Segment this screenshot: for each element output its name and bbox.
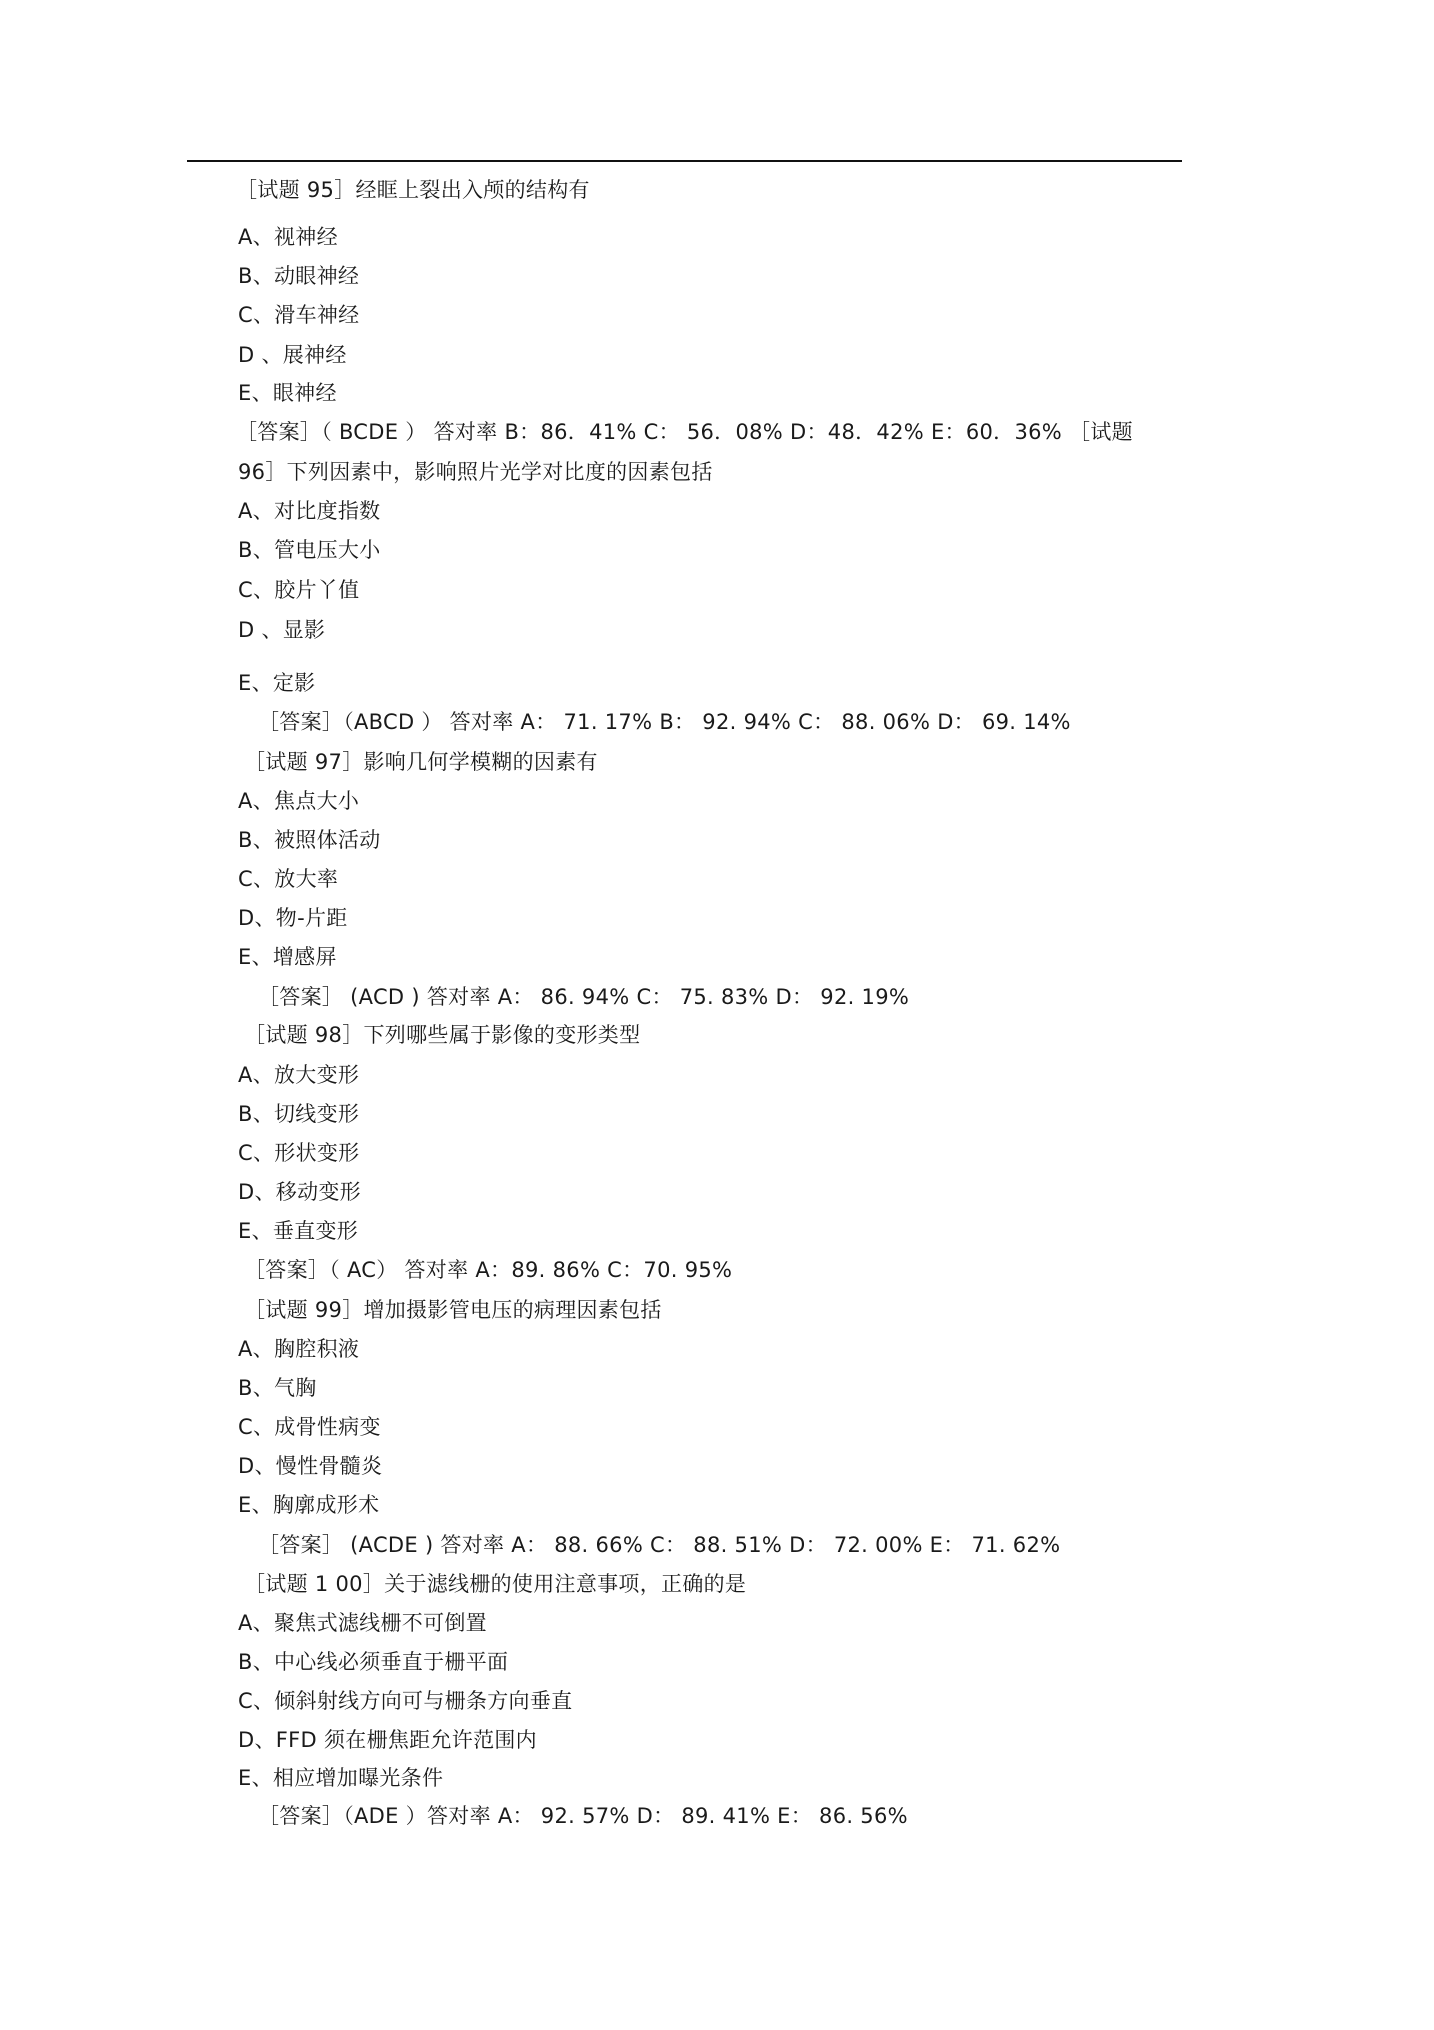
- question-99-option-a: A、胸腔积液: [238, 1337, 360, 1361]
- question-95-option-b: B、动眼神经: [238, 264, 360, 288]
- question-98-option-c: C、形状变形: [238, 1141, 360, 1165]
- question-95-option-e: E、眼神经: [238, 381, 337, 405]
- question-97-title: ［试题 97］影响几何学模糊的因素有: [244, 750, 598, 774]
- question-100-option-d: D、FFD 须在栅焦距允许范围内: [238, 1728, 537, 1752]
- question-96-option-d: D 、显影: [238, 618, 326, 642]
- question-100-option-b: B、中心线必须垂直于栅平面: [238, 1650, 509, 1674]
- question-95-option-a: A、视神经: [238, 225, 338, 249]
- question-99-option-b: B、气胸: [238, 1376, 317, 1400]
- question-96-answer: ［答案］（ABCD ） 答对率 A： 71. 17% B： 92. 94% C： 88. 06% D： 69. 14%: [258, 710, 1071, 734]
- question-99-option-c: C、成骨性病变: [238, 1415, 381, 1439]
- question-97-option-a: A、焦点大小: [238, 789, 360, 813]
- question-100-option-c: C、倾斜射线方向可与栅条方向垂直: [238, 1689, 573, 1713]
- question-95-option-d: D 、展神经: [238, 343, 347, 367]
- question-96-option-e: E、定影: [238, 671, 316, 695]
- question-98-option-e: E、垂直变形: [238, 1219, 359, 1243]
- question-99-option-d: D、慢性骨髓炎: [238, 1454, 383, 1478]
- question-100-answer: ［答案］（ADE ）答对率 A： 92. 57% D： 89. 41% E： 86. 56%: [258, 1804, 908, 1828]
- question-97-option-b: B、被照体活动: [238, 828, 381, 852]
- question-96-option-c: C、胶片丫值: [238, 578, 360, 602]
- question-98-answer: ［答案］（ AC） 答对率 A：89. 86% C：70. 95%: [244, 1258, 733, 1282]
- question-97-answer: ［答案］ (ACD ) 答对率 A： 86. 94% C： 75. 83% D： 92. 19%: [258, 985, 910, 1009]
- question-99-answer: ［答案］ (ACDE ) 答对率 A： 88. 66% C： 88. 51% D： 72. 00% E： 71. 62%: [258, 1533, 1061, 1557]
- question-98-option-d: D、移动变形: [238, 1180, 361, 1204]
- question-100-option-a: A、聚焦式滤线栅不可倒置: [238, 1611, 487, 1635]
- question-96-title: 96］下列因素中，影响照片光学对比度的因素包括: [238, 460, 713, 484]
- question-98-option-a: A、放大变形: [238, 1063, 360, 1087]
- question-100-option-e: E、相应增加曝光条件: [238, 1766, 444, 1790]
- question-95-answer: ［答案］（ BCDE ） 答对率 B：86．41% C： 56．08% D：48．42% E：60．36% ［试题: [236, 420, 1133, 444]
- question-100-title: ［试题 1 00］关于滤线栅的使用注意事项，正确的是: [244, 1572, 747, 1596]
- question-99-title: ［试题 99］增加摄影管电压的病理因素包括: [244, 1298, 662, 1322]
- question-99-option-e: E、胸廓成形术: [238, 1493, 380, 1517]
- question-95-title: ［试题 95］经眶上裂出入颅的结构有: [236, 178, 590, 202]
- question-97-option-c: C、放大率: [238, 867, 339, 891]
- question-96-option-a: A、对比度指数: [238, 499, 381, 523]
- question-97-option-e: E、增感屏: [238, 945, 337, 969]
- header-rule: [187, 160, 1182, 162]
- question-97-option-d: D、物-片距: [238, 906, 348, 930]
- question-96-option-b: B、管电压大小: [238, 538, 381, 562]
- question-98-title: ［试题 98］下列哪些属于影像的变形类型: [244, 1023, 641, 1047]
- question-98-option-b: B、切线变形: [238, 1102, 360, 1126]
- question-95-option-c: C、滑车神经: [238, 303, 360, 327]
